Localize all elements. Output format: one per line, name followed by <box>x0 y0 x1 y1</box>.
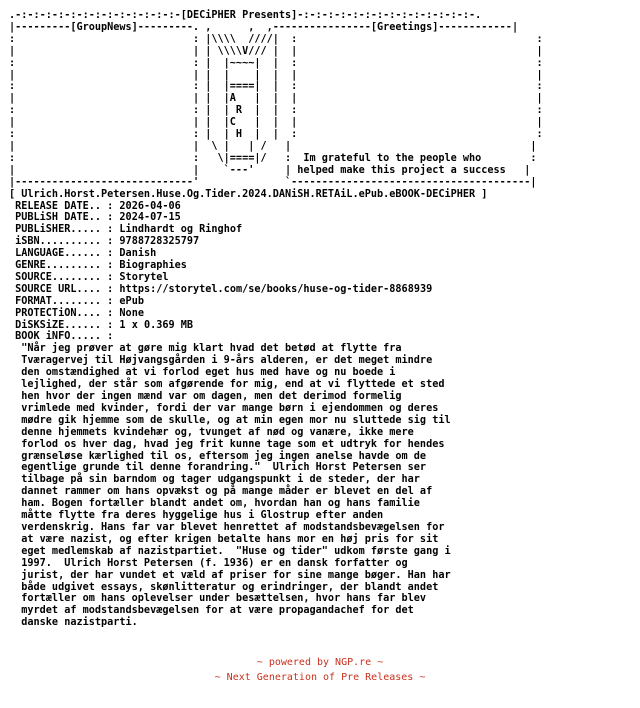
field-label: GENRE......... : <box>9 260 114 272</box>
field-value: 2026-04-06 <box>119 200 181 212</box>
field-value: https://storytel.com/se/books/huse-og-tider-8868939 <box>119 283 433 295</box>
book-info-text: "Når jeg prøver at gøre mig klart hvad det betød at flytte fra Tværagervej til Højvangsgården i 9-års alderen, er det meget mindre den omstændighed at vi forlod eget hus med have og nu boede i lejlighed, der står som afgørende for mig, end at vi flyttede et sted hen hvor der ingen mænd var om dagen, men det derimod formelig vrimlede med kvinder, fordi der var mange børn i ejendommen og deres mødre gik hjemme som de skulle, og at min egen mor nu sluttede sig til denne hjemmets kvindehær og, tvunget af nød og vanære, ikke mere forlod os hver dag, hvad jeg frit kunne tage som et udtryk for hendes grænseløse kærlighed til os, eftersom jeg ingen anelse havde om de egentlige grunde til denne forandring." Ulrich Horst Petersen ser tilbage på sin barndom og tager udgangspunkt i de steder, der har dannet rammer om hans opvækst og på mange måder er blevet en del af ham. Bogen fortæller blandt andet om, hvordan han og hans familie måtte flytte fra deres hyggelige hus i Glostrup efter anden verdenskrig. Hans far var blevet henrettet af modstandsbevægelsen for at være nazist, og efter krigen betalte hans mor en høj pris for sit eget medlemskab af nazistpartiet. "Huse og tider" udkom første gang i 1997. Ulrich Horst Petersen (f. 1936) er en dansk forfatter og jurist, der har vundet et væld af priser for sine mange bøger. Han har både udgivet essays, skønlitteratur og erindringer, der blandt andet fortæller om hans oplevelser under besættelsen, hvor hans far blev myrdet af modstandsbevægelsen for at være propagandachef for det danske nazistparti. <box>21 343 451 629</box>
field-value: Lindhardt og Ringhof <box>119 224 243 236</box>
field-row <box>9 272 169 283</box>
field-label: SOURCE URL.... : <box>9 283 114 295</box>
powered-by-footer: ~ powered by NGP.re ~ <box>256 657 384 668</box>
field-row <box>9 236 199 247</box>
field-label: PUBLiSH DATE.. : <box>9 212 114 224</box>
tagline-footer: ~ Next Generation of Pre Releases ~ <box>214 672 426 683</box>
field-row <box>9 212 181 223</box>
field-label: BOOK iNFO..... : <box>9 331 114 343</box>
field-label: LANGUAGE...... : <box>9 248 114 260</box>
field-row <box>9 308 144 319</box>
field-row <box>9 320 193 331</box>
field-value: Storytel <box>119 271 169 283</box>
field-row <box>9 284 432 295</box>
field-row <box>9 224 242 235</box>
field-value: 2024-07-15 <box>119 212 181 224</box>
release-info-fields <box>9 201 432 343</box>
field-label: PROTECTiON.... : <box>9 307 114 319</box>
field-value: Biographies <box>119 260 187 272</box>
field-label: PUBLiSHER..... : <box>9 224 114 236</box>
field-value: None <box>119 307 144 319</box>
field-value: 9788728325797 <box>119 236 200 248</box>
field-row <box>9 260 187 271</box>
field-row <box>9 296 144 307</box>
field-row <box>9 331 119 342</box>
field-value: 1 x 0.369 MB <box>119 319 194 331</box>
nfo-ascii-header: .-:-:-:-:-:-:-:-:-:-:-:-:-:-[DECiPHER Presents]-:-:-:-:-:-:-:-:-:-:-:-:-:-:-. |---------[GroupNews]---------. , , ,----------------[Greetings]------------| : : |\\\\ ////| : : | | | \\\\V/// | | | : : | |~~~~| | : : | | | | | | | | : : | |====| | : : | | | |A | | | | : : | | R | | : : | | | |C | | | | : : | | H | | : : | | \ | | / | | : : \|====|/ : Im grateful to the people who : | | `---' | helped make this project a success | |-----------------------------' `---------------------------------------| [ Ulrich.Horst.Petersen.Huse.Og.Tider.2024.DANiSH.RETAiL.ePub.eBOOK-DECiPHER ] <box>9 10 543 200</box>
field-label: RELEASE DATE.. : <box>9 200 114 212</box>
field-row <box>9 201 181 212</box>
field-label: DiSKSiZE...... : <box>9 319 114 331</box>
field-value: Danish <box>119 248 157 260</box>
field-label: SOURCE........ : <box>9 271 114 283</box>
nfo-document <box>9 10 543 629</box>
field-label: iSBN.......... : <box>9 236 114 248</box>
field-row <box>9 248 156 259</box>
field-value: ePub <box>119 295 144 307</box>
field-label: FORMAT........ : <box>9 295 114 307</box>
